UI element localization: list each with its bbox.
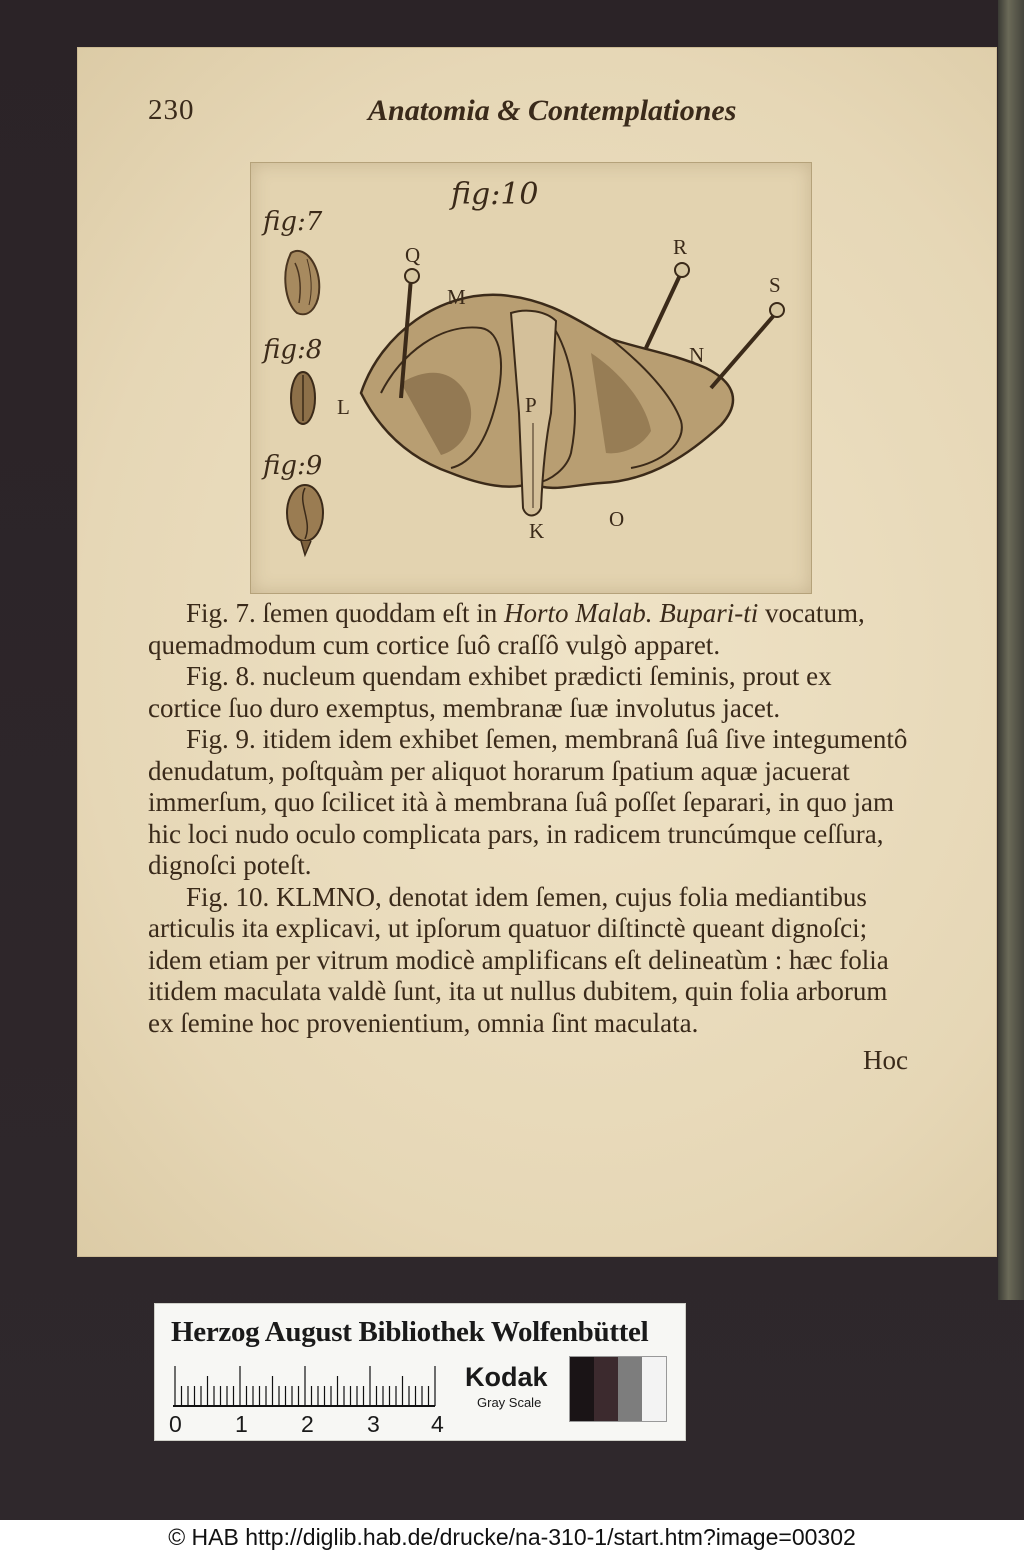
ruler-number-0: 0 bbox=[169, 1411, 182, 1437]
fig10-label: fig:10 bbox=[451, 177, 539, 212]
letter-o: O bbox=[609, 507, 625, 531]
paragraph-fig7: Fig. 7. ſemen quoddam eſt in Horto Malab. Bupari-ti vocatum, quemadmodum cum cortice ſuô craſſô vulgò apparet. bbox=[148, 598, 865, 660]
kodak-brand: Kodak bbox=[465, 1362, 548, 1392]
copyright-footer: © HAB http://diglib.hab.de/drucke/na-310-1/start.htm?image=00302 bbox=[0, 1520, 1024, 1554]
engraved-plate bbox=[250, 162, 812, 594]
italic-botanical-name: Horto Malab. Bupari-ti bbox=[503, 598, 759, 628]
fig9-seed-drawing bbox=[287, 485, 323, 555]
gray-patch-1 bbox=[570, 1357, 594, 1421]
gray-patch-4 bbox=[642, 1357, 666, 1421]
book-spine-edge bbox=[998, 0, 1024, 1300]
body-text bbox=[148, 598, 908, 1077]
page-number: 230 bbox=[148, 94, 195, 126]
ruler-number-1: 1 bbox=[235, 1411, 248, 1437]
library-name: Herzog August Bibliothek Wolfenbüttel bbox=[171, 1316, 649, 1348]
fig7-seed-drawing bbox=[285, 251, 319, 314]
catchword: Hoc bbox=[863, 1045, 908, 1075]
paragraph-fig8: Fig. 8. nucleum quendam exhibet prædicti ſeminis, prout ex cortice ſuo duro exemptus, membranæ ſuæ involutus jacet. bbox=[148, 661, 832, 723]
fig8-seed-drawing bbox=[291, 372, 315, 424]
letter-m: M bbox=[447, 285, 466, 309]
letter-k: K bbox=[529, 519, 545, 543]
ruler-ticks bbox=[175, 1366, 435, 1406]
paragraph-fig10: Fig. 10. KLMNO, denotat idem ſemen, cujus folia mediantibus articulis ita explicavi, ut ipſorum quatuor diſtinctè queant dignoſci; idem etiam per vitrum modicè amplificans eſt delineatùm : hæc folia itidem maculata valdè ſunt, ita ut nullus dubitem, quin folia arborum ex ſemine hoc provenientium, omnia ſint maculata. bbox=[148, 881, 889, 1038]
ruler-scale bbox=[169, 1362, 439, 1412]
fig9-label: fig:9 bbox=[263, 451, 323, 481]
gray-patch-2 bbox=[594, 1357, 618, 1421]
letter-l: L bbox=[337, 395, 350, 419]
ruler-number-3: 3 bbox=[367, 1411, 380, 1437]
gray-patches bbox=[569, 1356, 667, 1422]
ruler-number-2: 2 bbox=[301, 1411, 314, 1437]
letter-n: N bbox=[689, 343, 705, 367]
paragraph-fig9: Fig. 9. itidem idem exhibet ſemen, membranâ ſuâ ſive integumentô denudatum, poſtquàm per aliquot horarum ſpatium aquæ jacuerat immerſum, quo ſcilicet ità à membrana ſuâ poſſet ſeparari, in quo jam hic loci nudo oculo complicata pars, in radicem truncúmque ceſſura, dignoſci poteſt. bbox=[148, 724, 908, 880]
letter-q: Q bbox=[405, 243, 421, 267]
running-head bbox=[0, 94, 1024, 134]
fig10-opened-seed-drawing bbox=[361, 263, 784, 516]
letter-r: R bbox=[673, 235, 688, 259]
running-title: Anatomia & Contemplationes bbox=[368, 94, 737, 127]
ruler-number-4: 4 bbox=[431, 1411, 444, 1437]
fig7-label: fig:7 bbox=[263, 207, 323, 237]
letter-s: S bbox=[769, 273, 781, 297]
letter-p: P bbox=[525, 393, 537, 417]
fig8-label: fig:8 bbox=[263, 335, 323, 365]
gray-patch-3 bbox=[618, 1357, 642, 1421]
library-color-card bbox=[154, 1303, 686, 1441]
gray-scale-label: Gray Scale bbox=[477, 1395, 542, 1410]
